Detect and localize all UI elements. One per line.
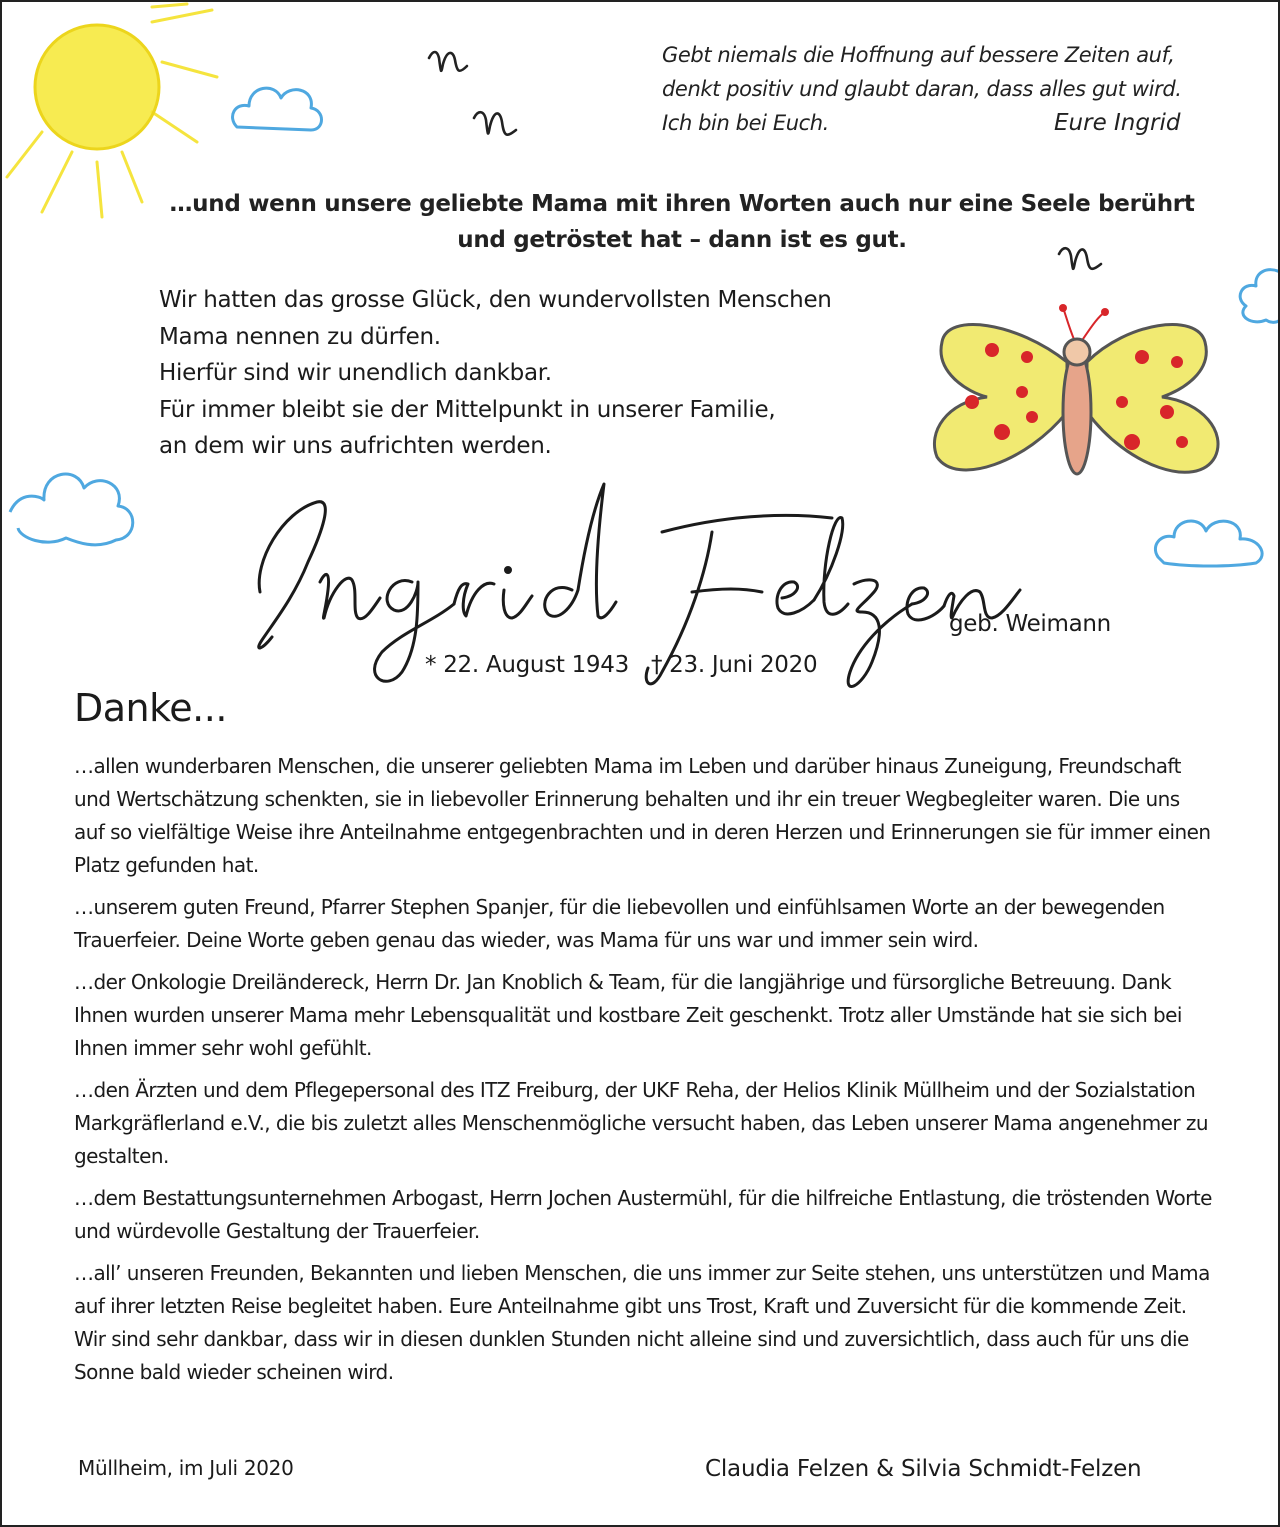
thanks-paragraph: …der Onkologie Dreiländereck, Herrn Dr. Jan Knoblich & Team, für die langjährige und fürsorgliche Betreuung. Dank Ihnen wurden unserer Mama mehr Lebensqualität und kostbare Zeit geschenkt. Trotz aller Umstände hat sie sich bei Ihnen immer sehr wohl gefühlt. [74,970,1182,1060]
thanks-paragraphs [74,750,1214,1398]
signers: Claudia Felzen & Silvia Schmidt-Felzen [705,1456,1142,1482]
thanks-paragraph: …dem Bestattungsunternehmen Arbogast, Herrn Jochen Austermühl, für die hilfreiche Entlastung, die tröstenden Worte und würdevolle Gestaltung der Trauerfeier. [74,1186,1212,1243]
intro-line: Für immer bleibt sie der Mittelpunkt in unserer Familie, [159,396,776,423]
intro-line: an dem wir uns aufrichten werden. [159,433,552,459]
quote-line: Gebt niemals die Hoffnung auf bessere Zeiten auf, [662,43,1175,67]
bird-scribble-icon [427,44,471,80]
quote-line: denkt positiv und glaubt daran, dass alles gut wird. [662,77,1182,101]
thanks-paragraph: …all’ unseren Freunden, Bekannten und lieben Menschen, die uns immer zur Seite stehen, uns unterstützen und Mama auf ihrer letzten Reise begleitet haben. Eure Anteilnahme gibt uns Trost, Kraft und Zuversicht für die kommende Zeit. Wir sind sehr dankbar, dass wir in diesen dunklen Stunden nicht alleine sind und zuversichtlich, dass auch für uns die Sonne bald wieder scheinen wird. [74,1261,1210,1384]
quote-line: Ich bin bei Euch. [662,111,829,135]
thanks-paragraph: …den Ärzten und dem Pflegepersonal des ITZ Freiburg, der UKF Reha, der Helios Klinik Müllheim und der Sozialstation Markgräflerland e.V., die bis zuletzt alles Menschenmögliche versucht haben, das Leben unserer Mama angenehmer zu gestalten. [74,1078,1208,1168]
cloud-drawing-icon [227,72,327,140]
cloud-drawing-icon [1232,264,1280,326]
death-date: † 23. Juni 2020 [650,652,818,678]
intro-line: Hierfür sind wir unendlich dankbar. [159,360,552,386]
bird-scribble-icon [472,104,520,144]
headline-line: und getröstet hat – dann ist es gut. [457,227,907,253]
thanks-paragraph: …unserem guten Freund, Pfarrer Stephen Spanjer, für die liebevollen und einfühlsamen Worte an der bewegenden Trauerfeier. Deine Worte geben genau das wieder, was Mama für uns war und immer sein wird. [74,895,1165,952]
headline [112,186,1252,258]
cloud-drawing-icon [6,442,141,552]
intro-line: Wir hatten das grosse Glück, den wundervollsten Menschen [159,287,832,313]
quote-signature: Eure Ingrid [1054,110,1181,136]
headline-line: …und wenn unsere geliebte Mama mit ihren Worten auch nur eine Seele berührt [169,191,1195,217]
born-name: geb. Weimann [949,611,1111,637]
place-date: Müllheim, im Juli 2020 [78,1456,294,1480]
life-dates [425,652,817,678]
danke-title: Danke... [74,686,227,730]
intro-line: Mama nennen zu dürfen. [159,323,441,350]
thanks-paragraph: …allen wunderbaren Menschen, die unserer geliebten Mama im Leben und darüber hinaus Zuneigung, Freundschaft und Wertschätzung schenkten, sie in liebevoller Erinnerung behalten und ihr ein treuer Wegbegleiter waren. Die uns auf so vielfältige Weise ihre Anteilnahme entgegenbrachten und in deren Herzen und Erinnerungen sie für immer einen Platz gefunden hat. [74,754,1211,877]
birth-date: * 22. August 1943 [425,652,629,678]
cloud-drawing-icon [1150,507,1272,569]
intro-text [159,282,919,465]
